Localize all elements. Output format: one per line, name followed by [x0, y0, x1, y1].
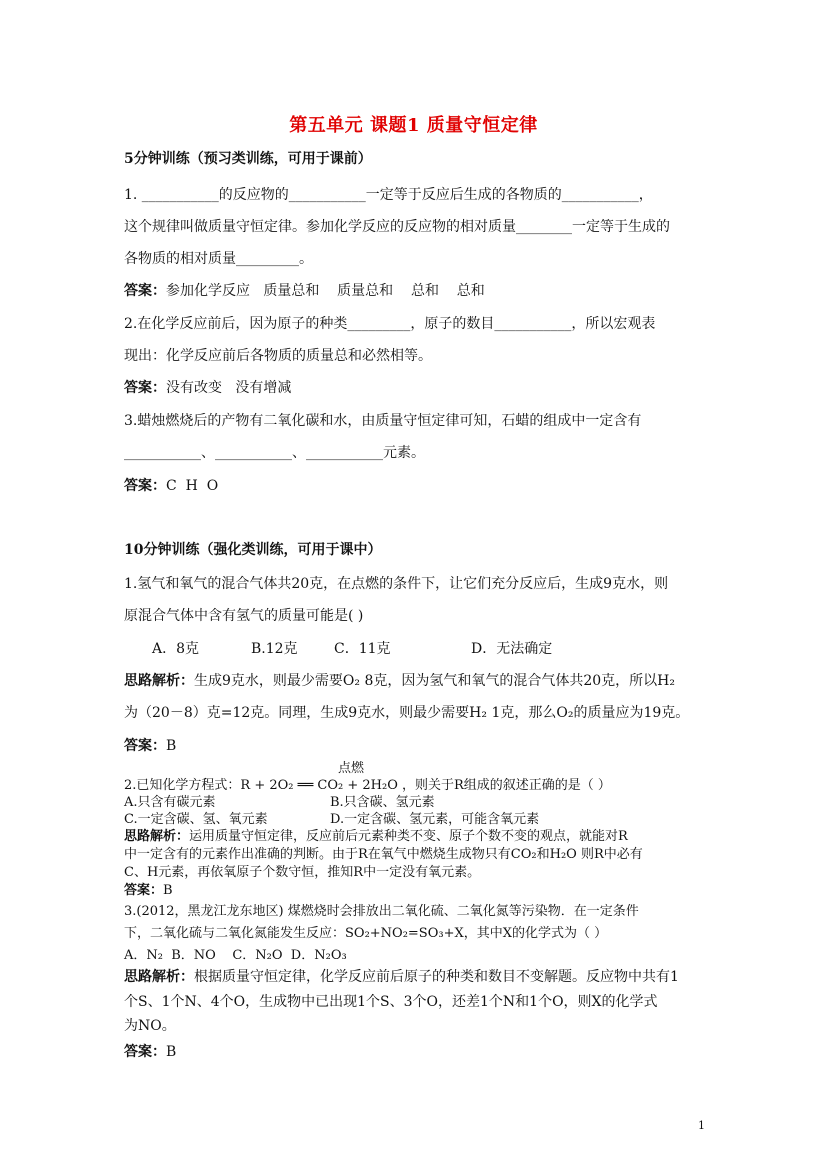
- s2-q3-options: A．N₂ B．NO C．N₂O D．N₂O₃: [124, 948, 347, 963]
- analysis-text: 生成9克水，则最少需要O₂ 8克，因为氢气和氧气的混合气体共20克，所以H₂: [194, 673, 675, 689]
- s1-q1-line1: 1. ___________的反应物的___________一定等于反应后生成的各物质的___________，: [124, 187, 653, 203]
- s1-q3-line1: 3.蜡烛燃烧后的产物有二氧化碳和水，由质量守恒定律可知，石蜡的组成中一定含有: [124, 413, 642, 429]
- s2-q3-answer: [124, 1043, 176, 1061]
- answer-text: C H O: [166, 478, 219, 494]
- s2-q2-option-d: D.一定含碳、氢元素，可能含氧元素: [330, 812, 540, 827]
- s2-q2-analysis-line3: C、H元素，再依氧原子个数守恒，推知R中一定没有氧元素。: [124, 865, 481, 880]
- answer-label: 答案：: [124, 283, 166, 299]
- s2-q3-analysis-line1: [124, 968, 679, 986]
- s2-q2-answer: [124, 883, 173, 899]
- s1-q1-line3: 各物质的相对质量_________。: [124, 251, 313, 267]
- analysis-label: 思路解析：: [124, 829, 190, 844]
- s2-q1-analysis-line2: 为（20－8）克=12克。同理，生成9克水，则最少需要H₂ 1克，那么O₂的质量应为19克。: [124, 705, 690, 721]
- s2-q3-analysis-line2: 个S、1个N、4个O，生成物中已出现1个S、3个O，还差1个N和1个O，则X的化学式: [124, 994, 658, 1010]
- s2-q2-equation: 2.已知化学方程式：R + 2O₂ ══ CO₂ + 2H₂O ，则关于R组成的叙述正确的是（ ）: [124, 778, 611, 793]
- s1-q3-line2: ___________、___________、___________元素。: [124, 445, 425, 461]
- section1-heading: 5分钟训练（预习类训练，可用于课前）: [124, 151, 372, 167]
- s2-q1-line2: 原混合气体中含有氢气的质量可能是( ): [124, 608, 364, 624]
- answer-label: 答案：: [124, 380, 166, 396]
- analysis-label: 思路解析：: [124, 969, 194, 985]
- s2-q1-line1: 1.氢气和氧气的混合气体共20克，在点燃的条件下，让它们充分反应后，生成9克水，则: [124, 576, 669, 592]
- answer-text: B: [166, 1044, 177, 1060]
- section2-heading: 10分钟训练（强化类训练，可用于课中）: [124, 542, 382, 558]
- s2-q2-analysis-line2: 中一定含有的元素作出准确的判断。由于R在氧气中燃烧生成物只有CO₂和H₂O 则R中必有: [124, 847, 643, 862]
- s1-q1-answer: [124, 282, 485, 300]
- s2-q1-option-d: D．无法确定: [471, 641, 553, 657]
- s2-q2-option-b: B.只含碳、氢元素: [330, 795, 435, 810]
- analysis-text: 根据质量守恒定律，化学反应前后原子的种类和数目不变解题。反应物中共有1: [194, 969, 679, 985]
- s1-q1-line2: 这个规律叫做质量守恒定律。参加化学反应的反应物的相对质量________一定等于生成的: [124, 219, 670, 235]
- s1-q2-answer: [124, 379, 291, 397]
- s2-q2-analysis-line1: [124, 829, 628, 845]
- answer-label: 答案：: [124, 478, 166, 494]
- answer-label: 答案：: [124, 738, 166, 754]
- answer-text: B: [166, 738, 177, 754]
- s2-q1-answer: [124, 737, 176, 755]
- s2-q1-option-c: C．11克: [334, 641, 391, 657]
- answer-label: 答案：: [124, 1044, 166, 1060]
- s1-q3-answer: [124, 477, 218, 495]
- s2-q3-line2: 下，二氧化硫与二氧化氮能发生反应：SO₂+NO₂=SO₃+X，其中X的化学式为（ ）: [124, 926, 608, 941]
- s2-q1-analysis-line1: [124, 672, 675, 690]
- reaction-condition: 点燃: [338, 761, 365, 776]
- s2-q3-analysis-line3: 为NO。: [124, 1018, 176, 1034]
- analysis-text: 运用质量守恒定律，反应前后元素种类不变、原子个数不变的观点，就能对R: [189, 829, 628, 844]
- analysis-label: 思路解析：: [124, 673, 194, 689]
- s2-q1-option-a: A．8克: [152, 641, 200, 657]
- s1-q2-line1: 2.在化学反应前后，因为原子的种类_________，原子的数目___________，所以宏观表: [124, 316, 656, 332]
- answer-label: 答案：: [124, 883, 164, 898]
- s2-q1-option-b: B.12克: [251, 641, 298, 657]
- answer-text: 没有改变 没有增减: [166, 380, 292, 396]
- s2-q3-line1: 3.(2012，黑龙江龙东地区) 煤燃烧时会排放出二氧化硫、二氧化氮等污染物．在一定条件: [124, 904, 639, 919]
- page-number: 1: [698, 1119, 705, 1132]
- s1-q2-line2: 现出：化学反应前后各物质的质量总和必然相等。: [124, 348, 432, 364]
- s2-q2-option-c: C.一定含碳、氢、氧元素: [124, 812, 268, 827]
- page-title: 第五单元 课题1 质量守恒定律: [289, 115, 538, 136]
- s2-q2-option-a: A.只含有碳元素: [124, 795, 216, 810]
- answer-text: B: [163, 883, 173, 898]
- answer-text: 参加化学反应 质量总和 质量总和 总和 总和: [166, 283, 485, 299]
